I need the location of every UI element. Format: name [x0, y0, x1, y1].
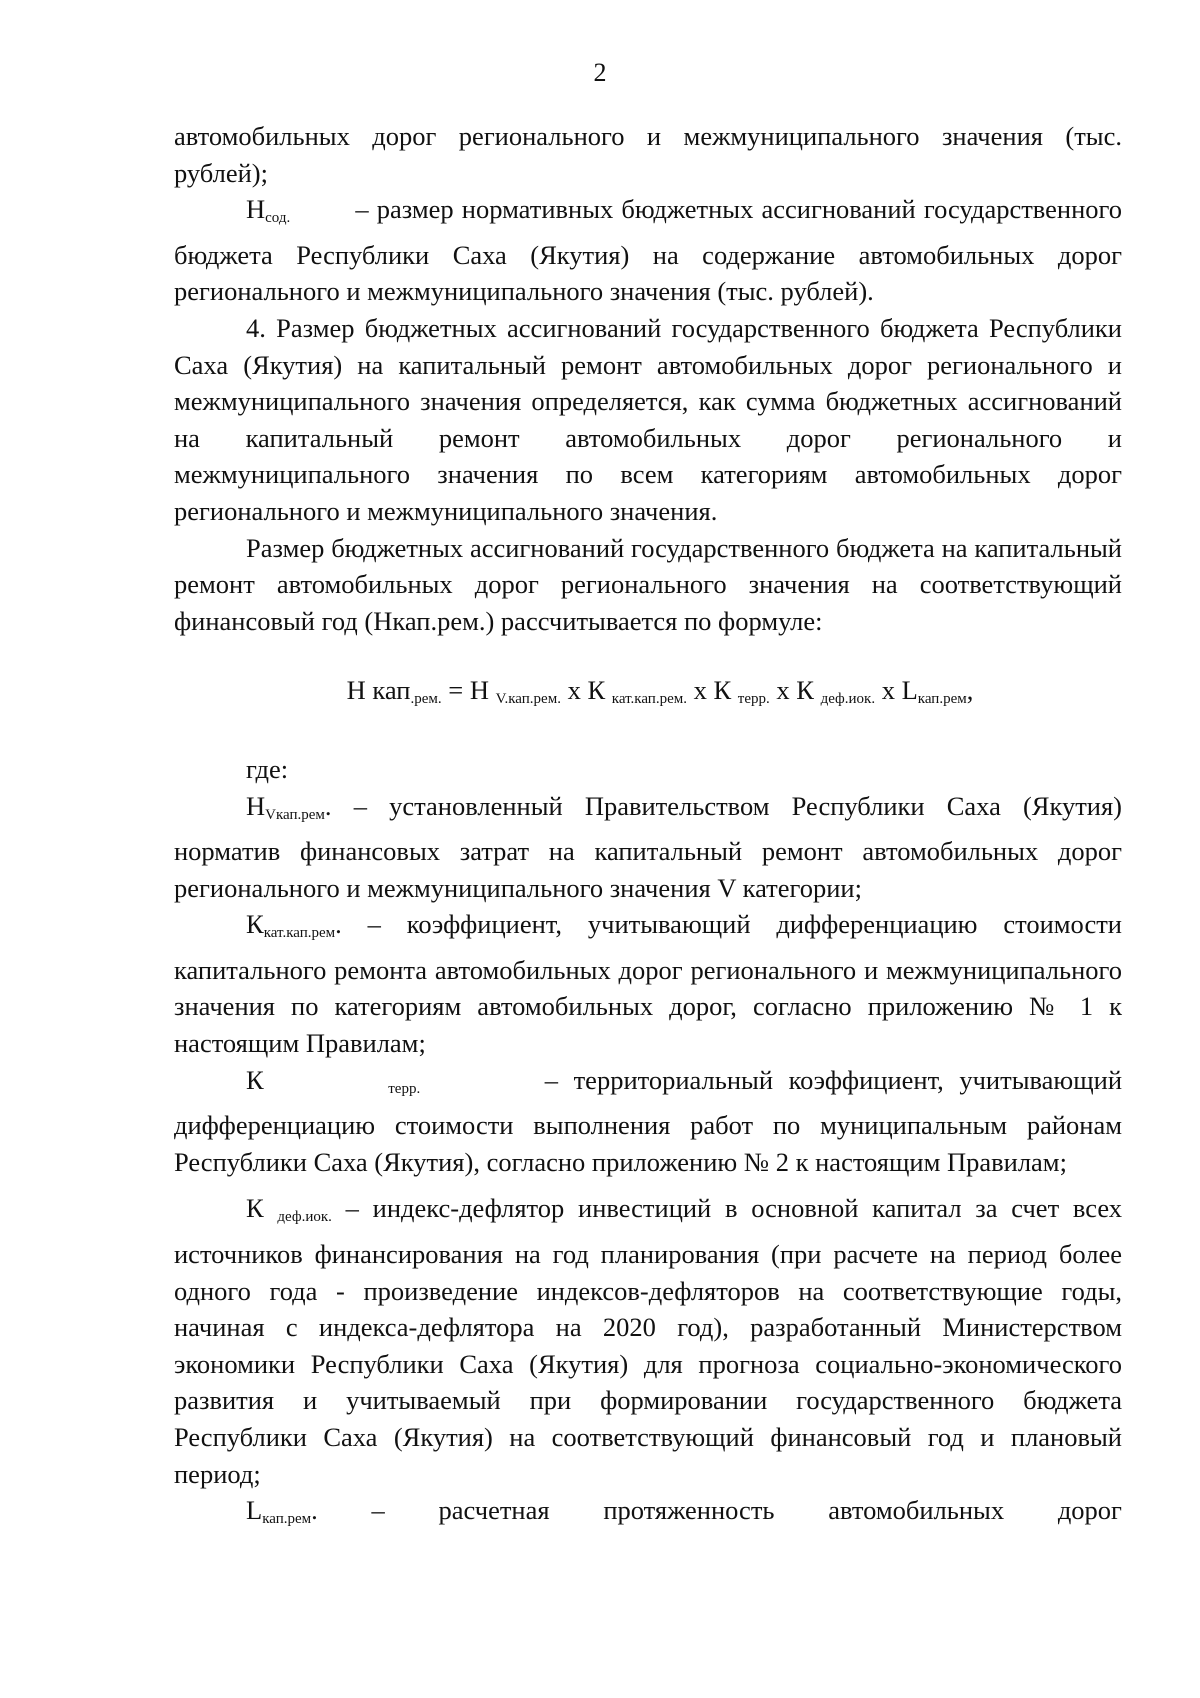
where-label: где:	[246, 753, 289, 784]
term-word: протяженность	[603, 1495, 775, 1526]
term-symbol: К	[246, 1064, 264, 1095]
document-body	[174, 118, 1122, 1538]
formula-end: ,	[966, 675, 974, 706]
paragraph-continuation: автомобильных дорог регионального и межмуниципального значения (тыс. рублей);	[174, 121, 1122, 188]
term-subscript: кап.рем	[262, 1511, 312, 1528]
formula-mult1: х К	[560, 675, 612, 706]
definition-kdef	[174, 1190, 1122, 1492]
term-symbol: Н	[246, 790, 266, 821]
term-definition: – территориальный коэффициент, учитывающий дифференциацию стоимости выполнения работ по муниципальным районам Республики Саха (Якутия), согласно приложению № 2 к настоящим Правилам;	[174, 1064, 1122, 1177]
definition-kterr	[174, 1062, 1122, 1181]
term-symbol: L	[246, 1495, 263, 1526]
term-definition: – индекс-дефлятор инвестиций в основной капитал за счет всех источников финансирования на год планирования (при расчете на период более одного года - произведение индексов-дефляторов на соответствующие годы, начиная с индекса-дефлятора на 2020 год), разработанный Министерством экономики Республики Саха (Якутия) для прогноза социально-экономического развития и учитываемый при формировании государственного бюджета Республики Саха (Якутия) на соответствующий финансовый год и плановый период;	[174, 1193, 1122, 1489]
paragraph-formula-intro: Размер бюджетных ассигнований государственного бюджета на капитальный ремонт автомобильных дорог регионального значения на соответствующий финансовый год (Нкап.рем.) рассчитывается по формуле:	[174, 532, 1122, 636]
definition-hv	[174, 788, 1122, 907]
term-subscript: кат.кап.рем	[263, 925, 336, 942]
term-word: расчетная	[438, 1495, 550, 1526]
formula-term5-sub: кап.рем	[917, 691, 967, 708]
formula-term3-sub: терр.	[737, 691, 770, 708]
definition-lkap	[174, 1492, 1122, 1538]
term-definition: – размер нормативных бюджетных ассигнований государственного бюджета Республики Саха (Якутия) на содержание автомобильных дорог регионального и межмуниципального значения (тыс. рублей).	[174, 194, 1123, 307]
formula-term2-sub: кат.кап.рем.	[611, 691, 687, 708]
formula-eq: = Н	[441, 675, 496, 706]
formula-term1-sub: V.кап.рем.	[495, 691, 561, 708]
term-symbol: К	[246, 1193, 278, 1224]
formula-term4-sub: деф.иок.	[820, 691, 876, 708]
paragraph-4: 4. Размер бюджетных ассигнований государственного бюджета Республики Саха (Якутия) на капитальный ремонт автомобильных дорог регионального и межмуниципального значения определяется, как сумма бюджетных ассигнований на капитальный ремонт автомобильных дорог регионального и межмуниципального значения по всем категориям автомобильных дорог регионального и межмуниципального значения.	[174, 312, 1122, 526]
term-subscript: Vкап.рем	[265, 806, 325, 823]
term-word: автомобильных	[828, 1495, 1005, 1526]
page-number: 2	[593, 58, 607, 87]
term-subscript: сод.	[265, 210, 291, 227]
term-definition: . – установленный Правительством Республики Саха (Якутия) норматив финансовых затрат на капитальный ремонт автомобильных дорог регионального и межмуниципального значения V категории;	[174, 790, 1122, 903]
term-symbol: Н	[246, 194, 266, 225]
term-word: дорог	[1057, 1495, 1122, 1526]
formula-mult2: х К	[686, 675, 738, 706]
term-definition: . – коэффициент, учитывающий дифференциацию стоимости капитального ремонта автомобильных дорог регионального и межмуниципального значения по категориям автомобильных дорог, согласно приложению № 1 к настоящим Правилам;	[174, 909, 1122, 1059]
formula-mult4: х L	[875, 675, 918, 706]
term-dash: –	[371, 1495, 385, 1526]
term-subscript: деф.иок.	[277, 1209, 332, 1226]
formula-mult3: х К	[769, 675, 821, 706]
formula-lhs: Н кап	[346, 675, 411, 706]
formula	[174, 672, 1122, 718]
term-symbol-group	[246, 1492, 318, 1538]
spacer	[174, 1180, 1122, 1190]
term-symbol: К	[246, 909, 264, 940]
formula-lhs-sub: .рем.	[410, 691, 442, 708]
definition-h-sod	[174, 191, 1122, 310]
definition-kkat	[174, 906, 1122, 1061]
term-subscript: терр.	[388, 1080, 421, 1097]
term-dot: .	[311, 1495, 318, 1526]
